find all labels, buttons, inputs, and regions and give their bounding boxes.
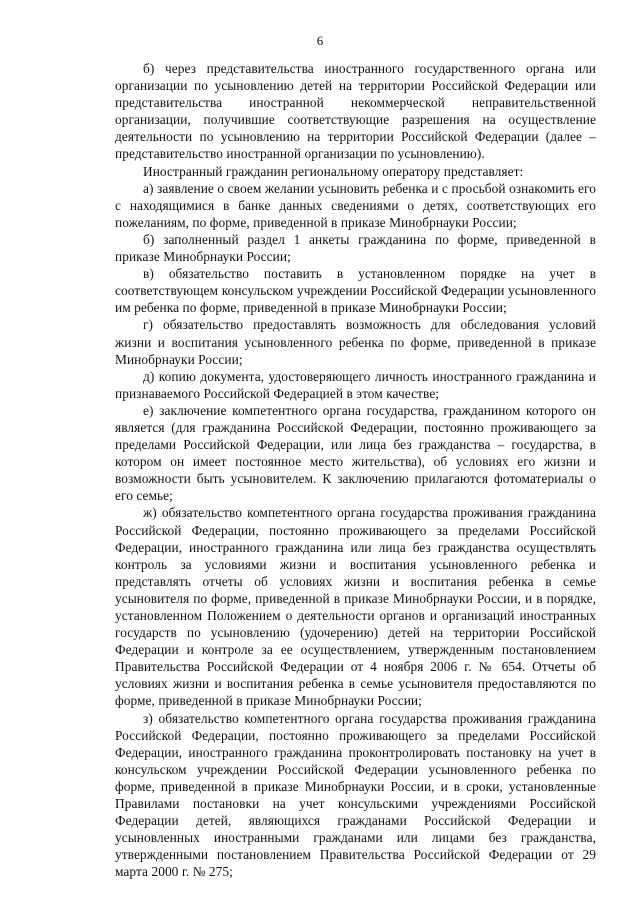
- paragraph-e-competent-authority-conclusion: е) заключение компетентного органа государства, гражданином которого он является (для гражданина Российской Федерации, постоянно проживающего за пределами Российской Федерации, или лица без гражданства – государства, в котором он имеет постоянное место жительства), об условиях его жизни и возможности быть усыновителем. К заключению прилагаются фотоматериалы о его семье;: [115, 402, 596, 504]
- paragraph-a-application: а) заявление о своем желании усыновить ребенка и с просьбой ознакомить его с находящимися в банке данных сведениями о детях, соответствующих его пожеланиям, по форме, приведенной в приказе Минобрнауки России;: [115, 180, 596, 230]
- paragraph-v-consular-registration: в) обязательство поставить в установленном порядке на учет в соответствующем консульском учреждении Российской Федерации усыновленного им ребенка по форме, приведенной в приказе Минобрнауки России;: [115, 266, 596, 316]
- paragraph-g-inspection-obligation: г) обязательство предоставлять возможность для обследования условий жизни и воспитания усыновленного ребенка по форме, приведенной в приказе Минобрнауки России;: [115, 317, 596, 367]
- paragraph-foreign-citizen-submits: Иностранный гражданин региональному оператору представляет:: [143, 163, 524, 179]
- paragraph-zh-control-obligation: ж) обязательство компетентного органа государства проживания гражданина Российской Федерации, постоянно проживающего за пределами Российской Федерации, иностранного гражданина или лица без гражданства осуществлять контроль за условиями жизни и воспитания усыновленного ребенка и представлять отчеты об условиях жизни и воспитания ребенка в семье усыновителя по форме, приведенной в приказе Минобрнауки России, и в порядке, установленном Положением о деятельности органов и организаций иностранных государств по усыновлению (удочерению) детей на территории Российской Федерации и контроле за ее осуществлением, утвержденным постановлением Правительства Российской Федерации от 4 ноября 2006 г. № 654. Отчеты об условиях жизни и воспитания ребенка в семье усыновителя предоставляются по форме, приведенной в приказе Минобрнауки России;: [115, 505, 596, 709]
- paragraph-z-consular-control-obligation: з) обязательство компетентного органа государства проживания гражданина Российской Федерации, постоянно проживающего за пределами Российской Федерации, иностранного гражданина проконтролировать постановку на учет в консульском учреждении Российской Федерации усыновленного ребенка по форме, приведенной в приказе Минобрнауки России, и в сроки, установленные Правилами постановки на учет консульскими учреждениями Российской Федерации детей, являющихся гражданами Российской Федерации и усыновленных иностранными гражданами или лицами без гражданства, утвержденными постановлением Правительства Российской Федерации от 29 марта 2000 г. № 275;: [115, 710, 596, 880]
- paragraph-b-questionnaire: б) заполненный раздел 1 анкеты гражданина по форме, приведенной в приказе Минобрнауки России;: [115, 231, 596, 265]
- page-number: 6: [316, 33, 324, 48]
- paragraph-d-identity-document: д) копию документа, удостоверяющего личность иностранного гражданина и признаваемого Российской Федерацией в этом качестве;: [115, 368, 596, 401]
- document-body: [115, 60, 596, 881]
- paragraph-b-representative-offices: б) через представительства иностранного государственного органа или организации по усыновлению детей на территории Российской Федерации или представительства иностранной некоммерческой неправительственной организации, получившие соответствующие разрешения на осуществление деятельности по усыновлению на территории Российской Федерации (далее – представительство иностранной организации по усыновлению).: [115, 61, 596, 162]
